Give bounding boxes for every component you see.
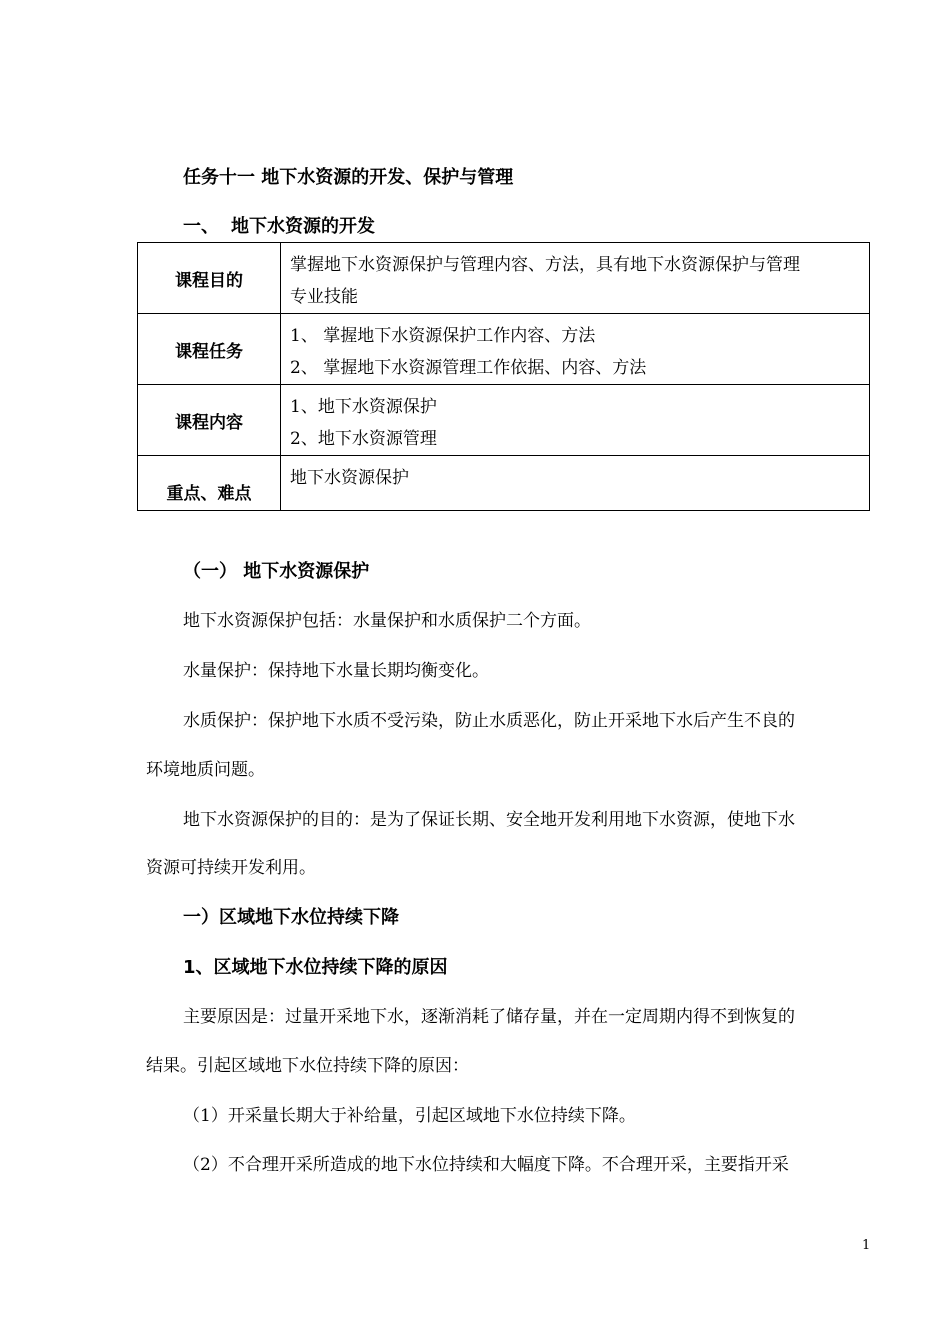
subheading: 一）区域地下水位持续下降 [183, 907, 399, 928]
table-row [138, 243, 870, 314]
paragraph-line: 资源可持续开发利用。 [146, 858, 316, 878]
paragraph-line: 环境地质问题。 [146, 760, 265, 780]
section-number: 一、 [183, 216, 219, 237]
section-label: 地下水资源的开发 [231, 216, 375, 237]
table-key-cell: 课程内容 [138, 385, 281, 456]
table-value-line: 掌握地下水资源保护与管理内容、方法，具有地下水资源保护与管理 [290, 255, 800, 275]
paragraph: （2）不合理开采所造成的地下水位持续和大幅度下降。不合理开采，主要指开采 [183, 1155, 789, 1175]
paragraph-line: 主要原因是：过量开采地下水，逐渐消耗了储存量，并在一定周期内得不到恢复的 [183, 1007, 795, 1027]
table-value-line: 专业技能 [290, 287, 358, 307]
table-row [138, 385, 870, 456]
table-value-line: 2、地下水资源管理 [290, 429, 437, 449]
subheading: 1、区域地下水位持续下降的原因 [183, 957, 448, 978]
table-row [138, 456, 870, 511]
paragraph: 水量保护：保持地下水量长期均衡变化。 [183, 661, 489, 681]
paragraph-line: 地下水资源保护的目的：是为了保证长期、安全地开发利用地下水资源，使地下水 [183, 810, 795, 830]
table-key-cell: 课程任务 [138, 314, 281, 385]
table-row [138, 314, 870, 385]
subsection-heading: （一） 地下水资源保护 [183, 561, 370, 582]
paragraph: 地下水资源保护包括：水量保护和水质保护二个方面。 [183, 611, 591, 631]
table-key-cell: 课程目的 [138, 243, 281, 314]
paragraph-line: 水质保护：保护地下水质不受污染，防止水质恶化，防止开采地下水后产生不良的 [183, 711, 795, 731]
table-value-line: 2、 掌握地下水资源管理工作依据、内容、方法 [290, 358, 647, 378]
section-heading [183, 212, 375, 238]
table-value-cell [281, 243, 870, 314]
paragraph: （1）开采量长期大于补给量，引起区域地下水位持续下降。 [183, 1106, 636, 1126]
table-value-line: 1、 掌握地下水资源保护工作内容、方法 [290, 326, 596, 346]
page-number: 1 [862, 1238, 871, 1253]
document-title: 任务十一 地下水资源的开发、保护与管理 [183, 167, 514, 188]
table-value-cell [281, 314, 870, 385]
table-value-cell [281, 456, 870, 511]
table-value-cell [281, 385, 870, 456]
table-value-line: 地下水资源保护 [290, 468, 409, 488]
paragraph-line: 结果。引起区域地下水位持续下降的原因： [146, 1056, 469, 1076]
table-value-line: 1、地下水资源保护 [290, 397, 437, 417]
table-key-cell: 重点、难点 [138, 456, 281, 511]
course-info-table [137, 242, 870, 511]
